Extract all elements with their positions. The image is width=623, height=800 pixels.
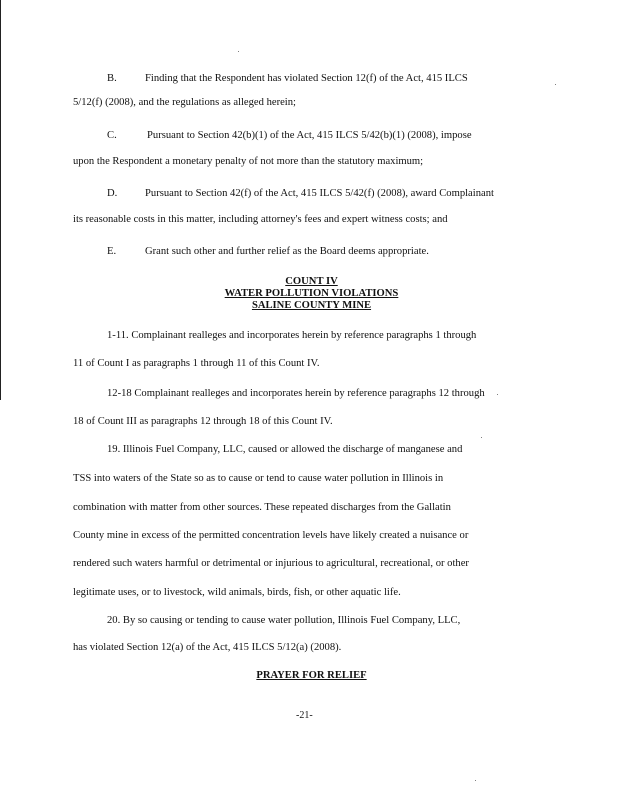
item-d-label: D. xyxy=(107,188,118,199)
scan-speck xyxy=(475,780,476,781)
paragraph-20-line-2: has violated Section 12(a) of the Act, 415 ILCS 5/12(a) (2008). xyxy=(73,642,342,653)
item-d-line-1: Pursuant to Section 42(f) of the Act, 415 ILCS 5/42(f) (2008), award Complainant xyxy=(145,188,494,199)
item-b-line-2: 5/12(f) (2008), and the regulations as alleged herein; xyxy=(73,97,296,108)
scan-speck xyxy=(555,84,556,85)
page-number: -21- xyxy=(296,710,313,721)
item-e-line-1: Grant such other and further relief as the Board deems appropriate. xyxy=(145,246,429,257)
scan-speck xyxy=(481,437,482,438)
count-heading-title: COUNT IV xyxy=(285,276,338,287)
paragraph-19-line-3: combination with matter from other sources. These repeated discharges from the Gallatin xyxy=(73,502,451,513)
count-heading-subtitle: WATER POLLUTION VIOLATIONS xyxy=(224,288,399,299)
paragraph-12-18-line-2: 18 of Count III as paragraphs 12 through 18 of this Count IV. xyxy=(73,416,333,427)
item-c-label: C. xyxy=(107,130,117,141)
item-c-line-2: upon the Respondent a monetary penalty of not more than the statutory maximum; xyxy=(73,156,424,167)
paragraph-1-11-line-1: 1-11. Complainant realleges and incorporates herein by reference paragraphs 1 through xyxy=(107,330,477,341)
item-e-label: E. xyxy=(107,246,117,257)
paragraph-1-11-line-2: 11 of Count I as paragraphs 1 through 11 of this Count IV. xyxy=(73,358,320,369)
scan-speck xyxy=(497,394,498,395)
item-b-label: B. xyxy=(107,73,117,84)
paragraph-20-line-1: 20. By so causing or tending to cause water pollution, Illinois Fuel Company, LLC, xyxy=(107,615,461,626)
prayer-heading: PRAYER FOR RELIEF xyxy=(256,670,367,681)
paragraph-19-line-5: rendered such waters harmful or detrimental or injurious to agricultural, recreational, or other xyxy=(73,558,469,569)
paragraph-12-18-line-1: 12-18 Complainant realleges and incorporates herein by reference paragraphs 12 through xyxy=(107,388,485,399)
item-b-line-1: Finding that the Respondent has violated Section 12(f) of the Act, 415 ILCS xyxy=(145,73,468,84)
paragraph-19-line-2: TSS into waters of the State so as to cause or tend to cause water pollution in Illinois in xyxy=(73,473,444,484)
scan-speck xyxy=(238,51,239,52)
paragraph-19-line-4: County mine in excess of the permitted concentration levels have likely created a nuisance or xyxy=(73,530,469,541)
page-left-edge xyxy=(0,0,1,400)
item-d-line-2: its reasonable costs in this matter, including attorney's fees and expert witness costs; and xyxy=(73,214,448,225)
paragraph-19-line-1: 19. Illinois Fuel Company, LLC, caused or allowed the discharge of manganese and xyxy=(107,444,463,455)
count-heading-mine: SALINE COUNTY MINE xyxy=(251,300,372,311)
paragraph-19-line-6: legitimate uses, or to livestock, wild animals, birds, fish, or other aquatic life. xyxy=(73,587,401,598)
item-c-line-1: Pursuant to Section 42(b)(1) of the Act, 415 ILCS 5/42(b)(1) (2008), impose xyxy=(147,130,472,141)
